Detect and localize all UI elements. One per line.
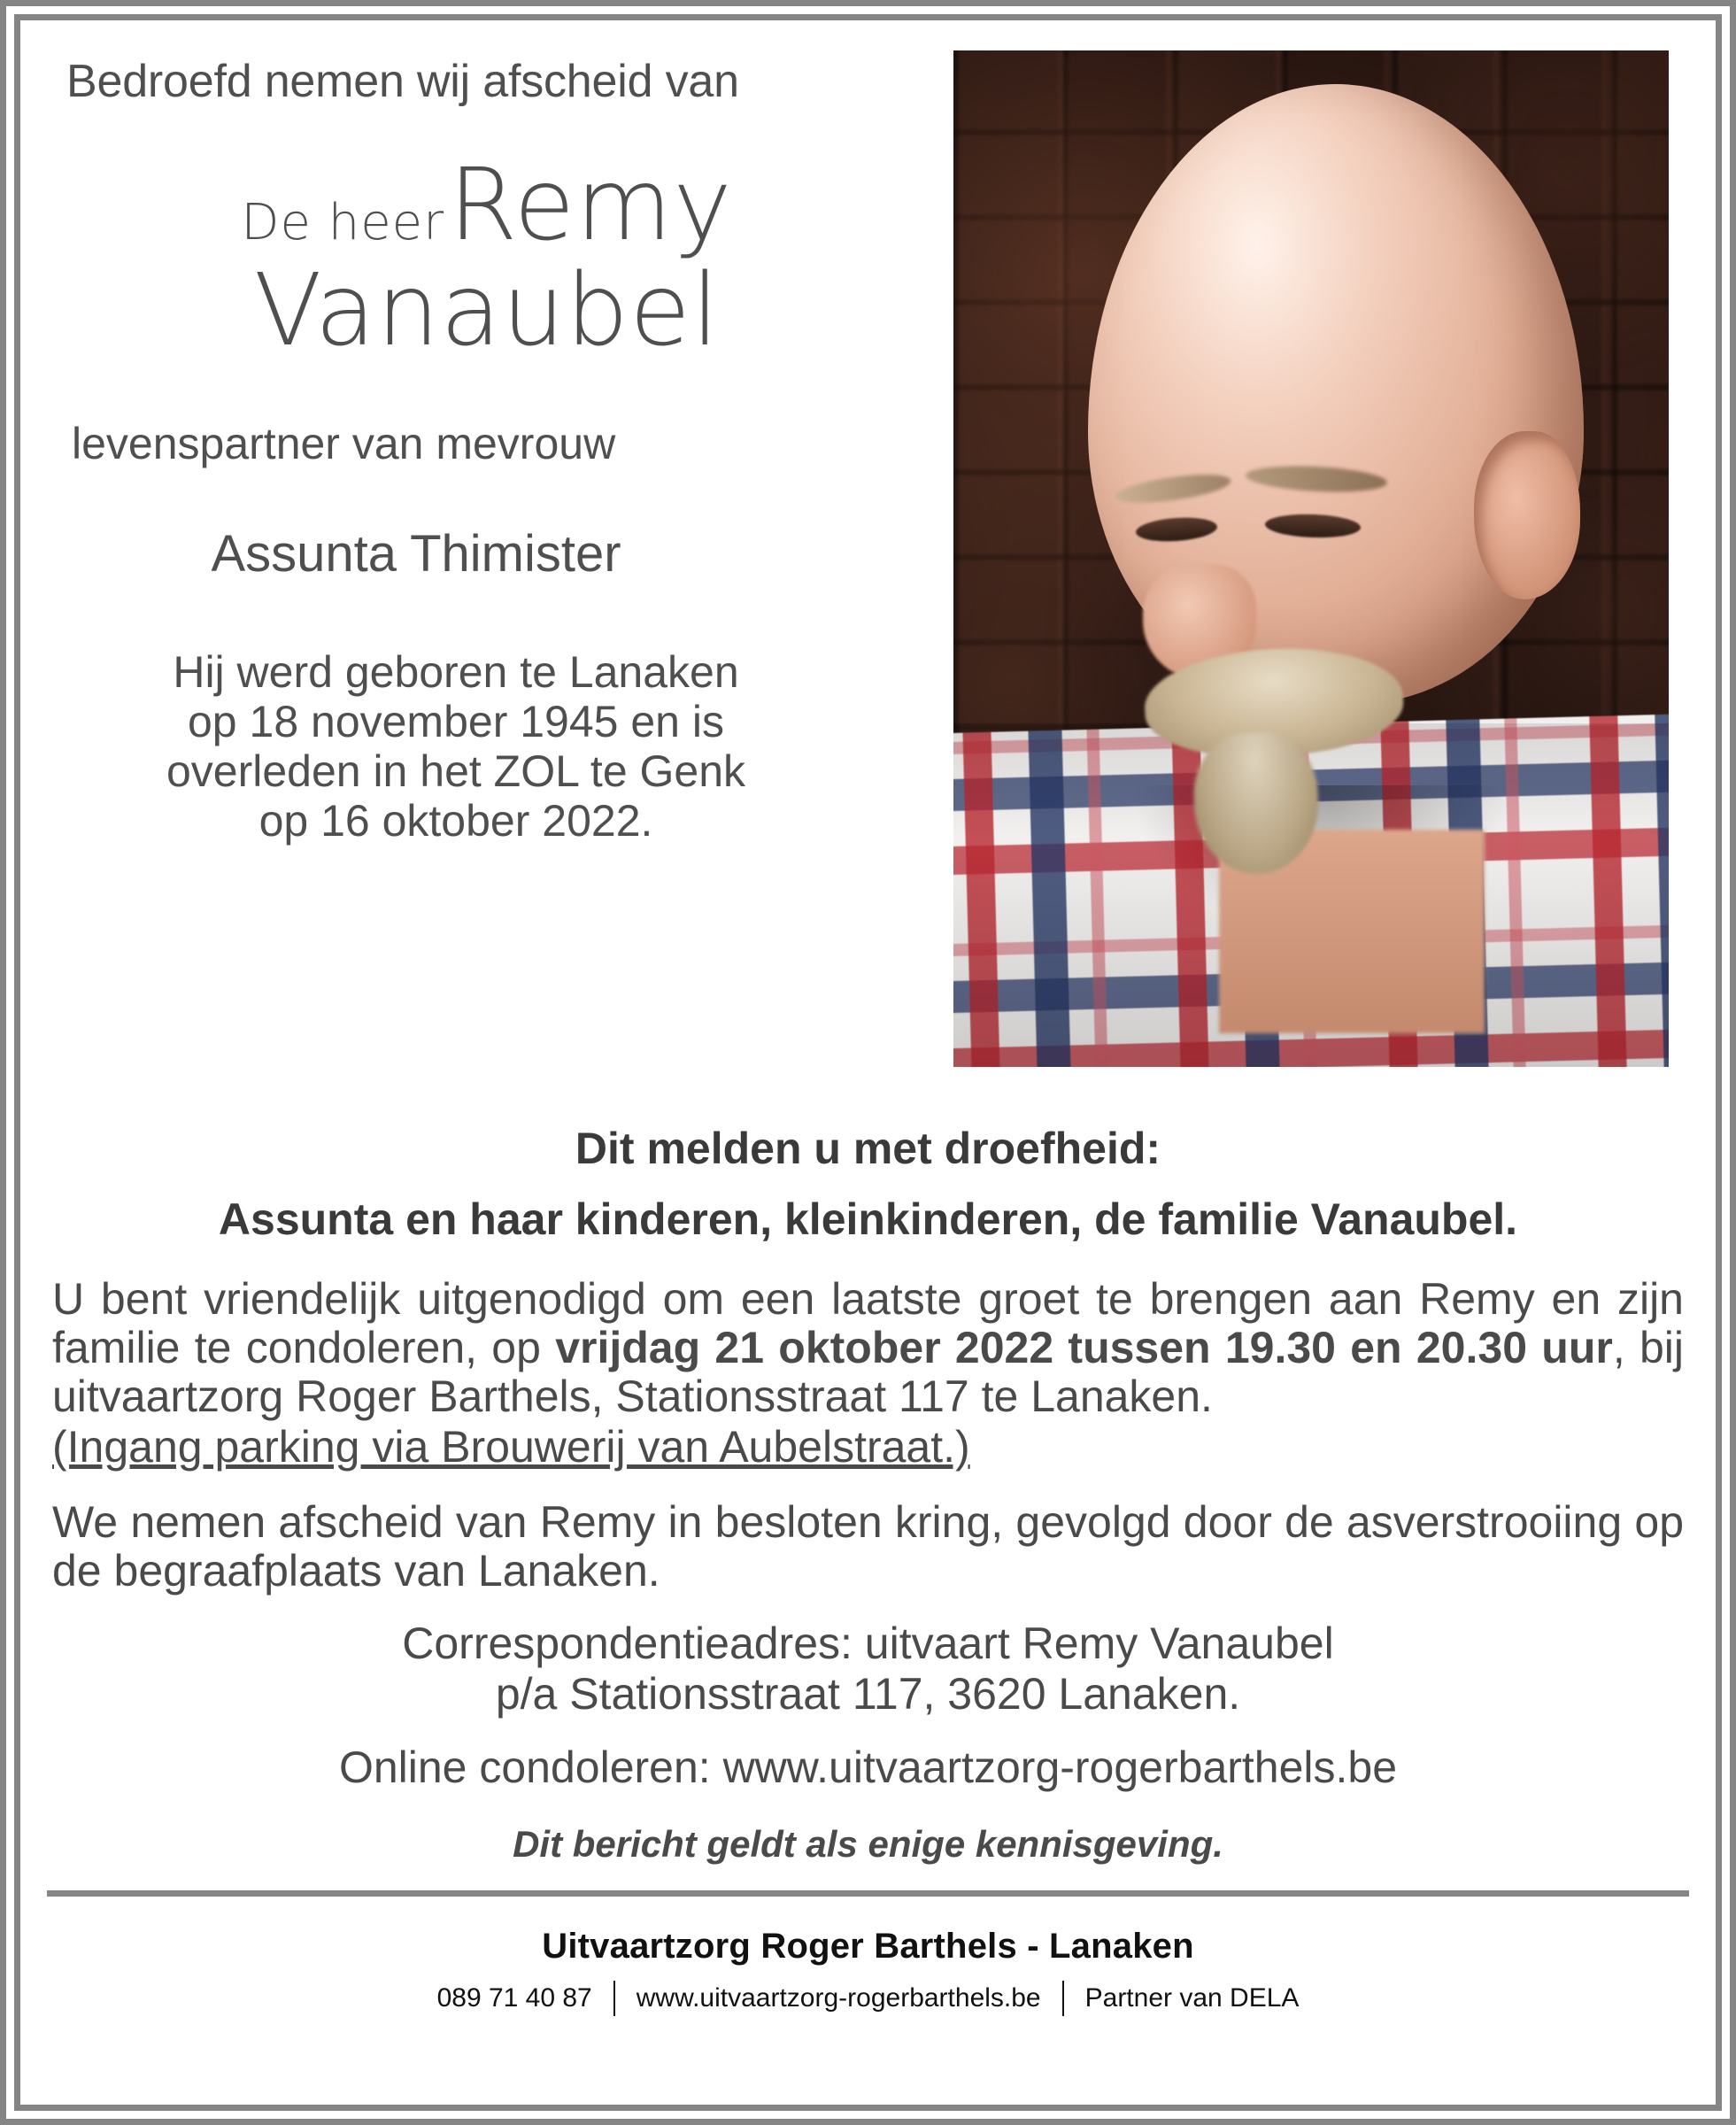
intro-text-column xyxy=(40,58,934,846)
partner-name: Assunta Thimister xyxy=(211,524,621,583)
lead-text: Bedroefd nemen wij afscheid van xyxy=(66,56,739,107)
footer xyxy=(40,1927,1696,2016)
birth-death-line: Hij werd geboren te Lanaken xyxy=(173,646,739,697)
correspondence-address-line1: Correspondentieadres: uitvaart Remy Vanaubel xyxy=(402,1619,1334,1668)
partner-intro-text: levenspartner van mevrouw xyxy=(72,418,616,468)
footer-partner: Partner van DELA xyxy=(1084,1983,1300,2013)
birth-death-line: op 18 november 1945 en is xyxy=(188,696,724,746)
last-name: Vanaubel xyxy=(253,252,721,368)
portrait-photo xyxy=(953,50,1669,1067)
single-notice-text: Dit bericht geldt als enige kennisgeving. xyxy=(513,1823,1223,1865)
name-prefix: De heer xyxy=(241,193,445,251)
correspondence-address-line2: p/a Stationsstraat 117, 3620 Lanaken. xyxy=(495,1669,1241,1719)
memorial-card-content xyxy=(20,20,1716,2105)
birth-death-line: overleden in het ZOL te Genk xyxy=(166,746,746,796)
funeral-home-name: Uitvaartzorg Roger Barthels - Lanaken xyxy=(542,1927,1194,1966)
surviving-family: Assunta en haar kinderen, kleinkinderen, de familie Vanaubel. xyxy=(218,1194,1518,1244)
deceased-name-block xyxy=(40,147,934,368)
online-condolence-link[interactable]: Online condoleren: www.uitvaartzorg-rogerbarthels.be xyxy=(338,1742,1398,1792)
announcement-body xyxy=(40,1123,1696,2016)
invitation-text-part2: , bij uitvaartzorg Roger Barthels, Stationsstraat 117 te Lanaken. xyxy=(52,1323,1685,1421)
birth-and-death-text xyxy=(40,647,934,846)
farewell-paragraph: We nemen afscheid van Remy in besloten kring, gevolgd door de asverstrooiing op de begraafplaats van Lanaken. xyxy=(52,1497,1684,1596)
announcement-heading: Dit melden u met droefheid: xyxy=(575,1124,1161,1173)
parking-note: (Ingang parking via Brouwerij van Aubelstraat.) xyxy=(52,1422,970,1472)
ear xyxy=(1474,431,1580,599)
footer-phone[interactable]: 089 71 40 87 xyxy=(436,1983,592,2013)
footer-website[interactable]: www.uitvaartzorg-rogerbarthels.be xyxy=(636,1983,1041,2013)
footer-divider-rule xyxy=(47,1890,1689,1897)
invitation-datetime: vrijdag 21 oktober 2022 tussen 19.30 en 20.30 uur xyxy=(555,1323,1613,1372)
footer-contact-row xyxy=(40,1981,1696,2016)
memorial-card-inner-frame xyxy=(14,14,1722,2111)
name-first-line xyxy=(40,147,934,263)
invitation-text-part1: U bent vriendelijk uitgenodigd om een laatste groet te brengen aan Remy en zijn familie te condoleren, op xyxy=(52,1274,1684,1372)
invitation-paragraph xyxy=(52,1275,1684,1421)
birth-death-line: op 16 oktober 2022. xyxy=(258,795,653,846)
first-name: Remy xyxy=(448,147,733,263)
